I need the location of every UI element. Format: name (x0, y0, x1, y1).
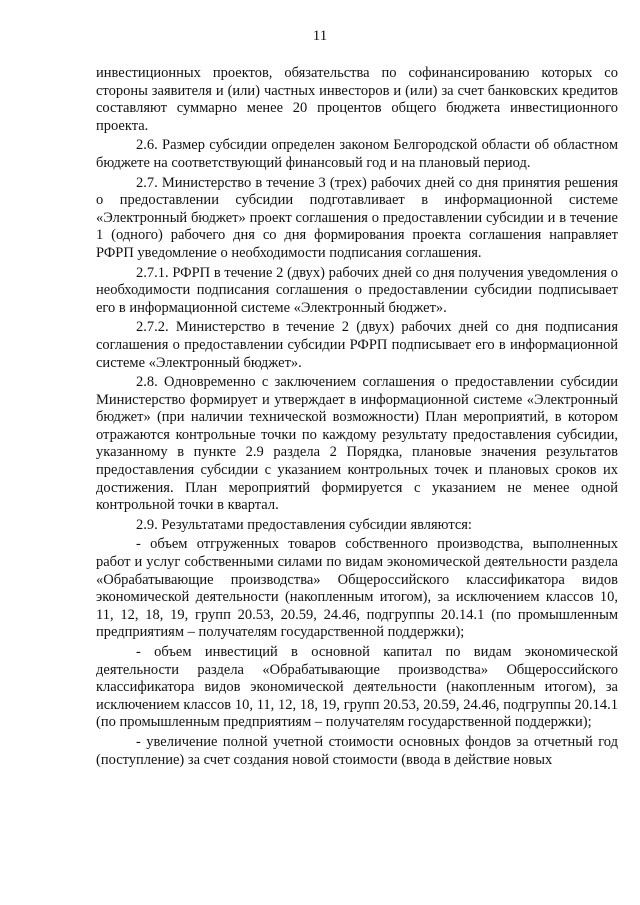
paragraph-2-9: 2.9. Результатами предоставления субсидии являются: (136, 516, 472, 533)
list-item-investments: - объем инвестиций в основной капитал по видам экономической деятельности раздела «Обрабатывающие производства» Общероссийского классификатора видов экономической деятельности (накопленным итогом), за исключением классов 10, 11, 12, 18, 19, групп 20.53, 20.59, 24.46, подгруппы 20.14.1 (по промышленным предприятиям – получателям государственной поддержки); (96, 644, 618, 731)
list-item-fixed-assets: - увеличение полной учетной стоимости основных фондов за отчетный год (поступление) за счет создания новой стоимости (ввода в действие новых (96, 733, 618, 768)
paragraph-2-6: 2.6. Размер субсидии определен законом Белгородской области об областном бюджете на соответствующий финансовый год и на плановый период. (96, 137, 618, 171)
document-body (96, 65, 618, 771)
paragraph-2-7: 2.7. Министерство в течение 3 (трех) рабочих дней со дня принятия решения о предоставлении субсидии подготавливает в информационной системе «Электронный бюджет» проект соглашения о предоставлении субсидии и в течение 1 (одного) рабочего дня со дня формирования проекта соглашения направляет РФРП уведомление о необходимости подписания соглашения. (96, 174, 618, 261)
paragraph-continuation: инвестиционных проектов, обязательства по софинансированию которых со стороны заявителя и (или) частных инвесторов и (или) за счет банковских кредитов составляют суммарно менее 20 процентов общего бюджета инвестиционного проекта. (96, 65, 618, 134)
paragraph-2-7-2: 2.7.2. Министерство в течение 2 (двух) рабочих дней со дня подписания соглашения о предоставлении субсидии РФРП подписывает его в информационной системе «Электронный бюджет». (96, 319, 618, 371)
list-item-shipped-goods: - объем отгруженных товаров собственного производства, выполненных работ и услуг собственными силами по видам экономической деятельности раздела «Обрабатывающие производства» Общероссийского классификатора видов экономической деятельности (накопленным итогом), за исключением классов 10, 11, 12, 18, 19, групп 20.53, 20.59, 24.46, подгруппы 20.14.1 (по промышленным предприятиям – получателям государственной поддержки); (96, 536, 618, 641)
paragraph-2-8: 2.8. Одновременно с заключением соглашения о предоставлении субсидии Министерство формирует и утверждает в информационной системе «Электронный бюджет» (при наличии технической возможности) План мероприятий, в котором отражаются контрольные точки по каждому результату предоставления субсидии, указанному в пункте 2.9 раздела 2 Порядка, плановые значения результатов предоставления субсидии с указанием контрольных точек и плановых сроков их достижения. План мероприятий формируется с указанием не менее одной контрольной точки в квартал. (96, 374, 618, 514)
page-number: 11 (312, 28, 328, 44)
paragraph-2-7-1: 2.7.1. РФРП в течение 2 (двух) рабочих дней со дня получения уведомления о необходимости подписания соглашения о предоставлении субсидии подписывает его в информационной системе «Электронный бюджет». (96, 264, 618, 316)
